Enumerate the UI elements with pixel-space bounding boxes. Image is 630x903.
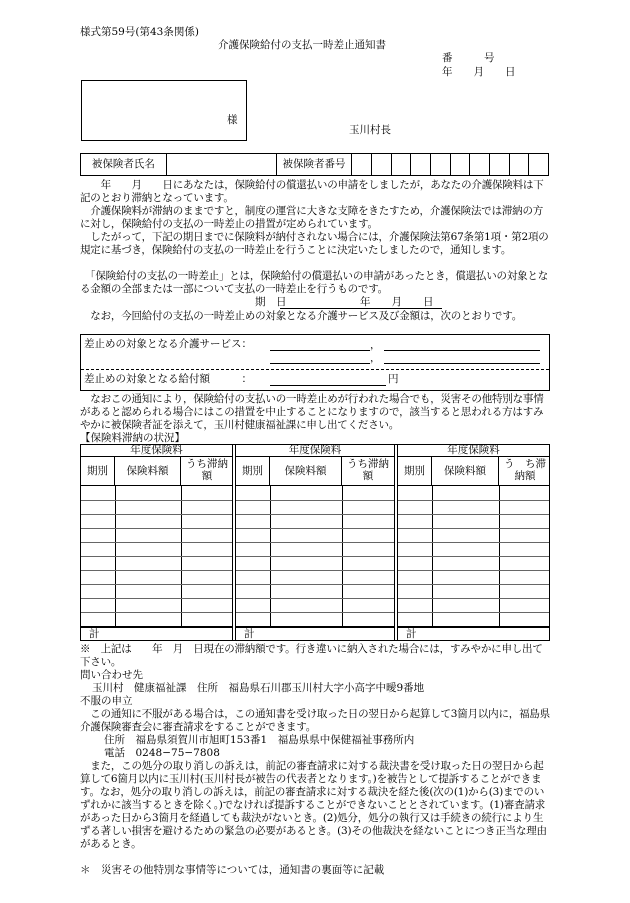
deadline-underline — [280, 308, 442, 309]
body-para-6: なおこの通知により，保険給付の支払いの一時差止めが行われた場合でも，災害その他特別な事情があると認められる場合にはこの措置を中止することになりますので，該当すると思われる方はすみやかに被保険者証を添えて，玉川村健康福祉課に申し出てください。 — [80, 393, 544, 431]
col-period: 期別 — [398, 457, 432, 486]
appeal-para-2: また，この処分の取り消しの訴えは，前記の審査請求に対する裁決書を受け取った日の翌日から起算して6箇月以内に玉川村(玉川村長が被告の代表者となります。)を被告として提訴することができます。なお，処分の取り消しの訴えは，前記の審査請求に対する裁決を経た後(次の(1)から(3)までのいずれかに該当するときを除く。)でなければ提訴することができないこととされています。(1)審査請求があった日から3箇月を経過しても裁決がないとき。(2)処分，処分の執行又は手続きの続行により生ずる著しい損害を避けるための緊急の必要があるとき。(3)その他裁決を経ないことにつき正当な理由があるとき。 — [80, 760, 547, 850]
service-field-1[interactable] — [270, 350, 370, 351]
col-arrears: う ち滞納額 — [504, 458, 546, 482]
body-para-4: 「保険給付の支払の一時差止」とは，保険給付の償還払いの申請があったとき，償還払いの対象となる金額の全部または一部について支払の一時差止を行うものです。 — [80, 270, 549, 295]
insured-name-field[interactable] — [166, 154, 276, 176]
insured-number-digit[interactable] — [431, 154, 451, 176]
year-label: 年度保険料 — [236, 445, 394, 457]
col-arrears: うち滞納額 — [347, 458, 389, 482]
insured-number-digit[interactable] — [352, 154, 372, 176]
total-label: 計 — [406, 628, 417, 640]
service-field-3[interactable] — [270, 363, 370, 364]
arrears-group — [235, 445, 395, 640]
addressee-suffix: 様 — [227, 114, 238, 126]
document-title: 介護保険給付の支払一時差止通知書 — [218, 39, 386, 51]
insured-number-digit[interactable] — [509, 154, 529, 176]
col-arrears: うち滞納額 — [186, 458, 228, 482]
deadline: 期 日 年 月 日 — [255, 296, 434, 308]
appeal-address: 住所 福島県須賀川市旭町153番1 福島県県中保健福祉事務所内 — [104, 734, 415, 746]
insured-number-digit[interactable] — [372, 154, 392, 176]
date-label: 年 月 日 — [442, 66, 516, 78]
arrears-group — [397, 445, 550, 640]
withhold-divider — [81, 369, 549, 370]
contact-line: 玉川村 健康福祉課 住所 福島県石川郡玉川村大字小高字中曖9番地 — [92, 682, 425, 694]
arrears-note: ※ 上記は 年 月 日現在の滞納額です。行き違いに納入された場合には，すみやかに申し出て下さい。 — [80, 643, 543, 668]
addressee-box[interactable] — [81, 80, 247, 141]
body-para-3: したがって，下記の期日までに保険料が納付されない場合には，介護保険法第67条第1項・第2項の規定に基づき，保険給付の支払の一時差止を行うことに決定いたしましたので，通知します。 — [80, 231, 549, 256]
body-para-1: 年 月 日にあなたは，保険給付の償還払いの申請をしましたが，あなたの介護保険料は下記のとおり滞納となっています。 — [80, 179, 544, 204]
insured-number-label: 被保険者番号 — [276, 154, 352, 176]
body-para-5: なお，今回給付の支払の一時差止めの対象となる介護サービス及び金額は，次のとおりです。 — [80, 310, 523, 322]
insured-number-digit[interactable] — [450, 154, 470, 176]
amount-yen: 円 — [388, 373, 399, 385]
service-field-4[interactable] — [384, 363, 540, 364]
form-id: 様式第59号(第43条関係) — [80, 26, 199, 38]
total-label: 計 — [89, 628, 100, 640]
number-label: 番 号 — [442, 52, 495, 64]
service-comma-1: ， — [370, 339, 381, 351]
arrears-heading: 【保険料滞納の状況】 — [80, 432, 185, 444]
col-amount: 保険料額 — [432, 457, 499, 486]
year-label: 年度保険料 — [81, 445, 232, 457]
amount-field[interactable] — [270, 385, 386, 386]
service-field-2[interactable] — [384, 350, 540, 351]
col-amount: 保険料額 — [115, 457, 181, 486]
appeal-para-1: この通知に不服がある場合は，この通知書を受け取った日の翌日から起算して3箇月以内に，福島県介護保険審査会に審査請求をすることができます。 — [80, 708, 550, 733]
col-period: 期別 — [81, 457, 115, 486]
arrears-group — [80, 445, 233, 640]
total-label: 計 — [244, 628, 255, 640]
insured-name-label: 被保険者氏名 — [81, 154, 167, 176]
insured-number-digit[interactable] — [529, 154, 549, 176]
year-label: 年度保険料 — [398, 445, 549, 457]
insured-number-digit[interactable] — [489, 154, 509, 176]
arrears-table — [80, 444, 550, 641]
service-comma-2: ， — [370, 352, 381, 364]
appeal-heading: 不服の申立 — [80, 695, 133, 707]
insured-number-digit[interactable] — [470, 154, 490, 176]
service-label: 差止めの対象となる介護サービス： — [84, 338, 252, 350]
body-para-2: 介護保険料が滞納のままですと，制度の運営に大きな支障をきたすため，介護保険法では滞納の方に対し，保険給付の支払の一時差止の措置が定められています。 — [80, 205, 544, 230]
insured-row — [80, 153, 549, 176]
footnote: ＊ 災害その他特別な事情等については，通知書の裏面等に記載 — [80, 864, 385, 876]
appeal-tel: 電話 0248−75−7808 — [104, 747, 220, 759]
col-amount: 保険料額 — [270, 457, 342, 486]
insured-number-digit[interactable] — [391, 154, 411, 176]
col-period: 期別 — [236, 457, 270, 486]
amount-label: 差止めの対象となる給付額 ： — [84, 373, 252, 385]
insured-number-digit[interactable] — [411, 154, 431, 176]
contact-heading: 問い合わせ先 — [80, 669, 143, 681]
issuer: 玉川村長 — [349, 124, 391, 136]
